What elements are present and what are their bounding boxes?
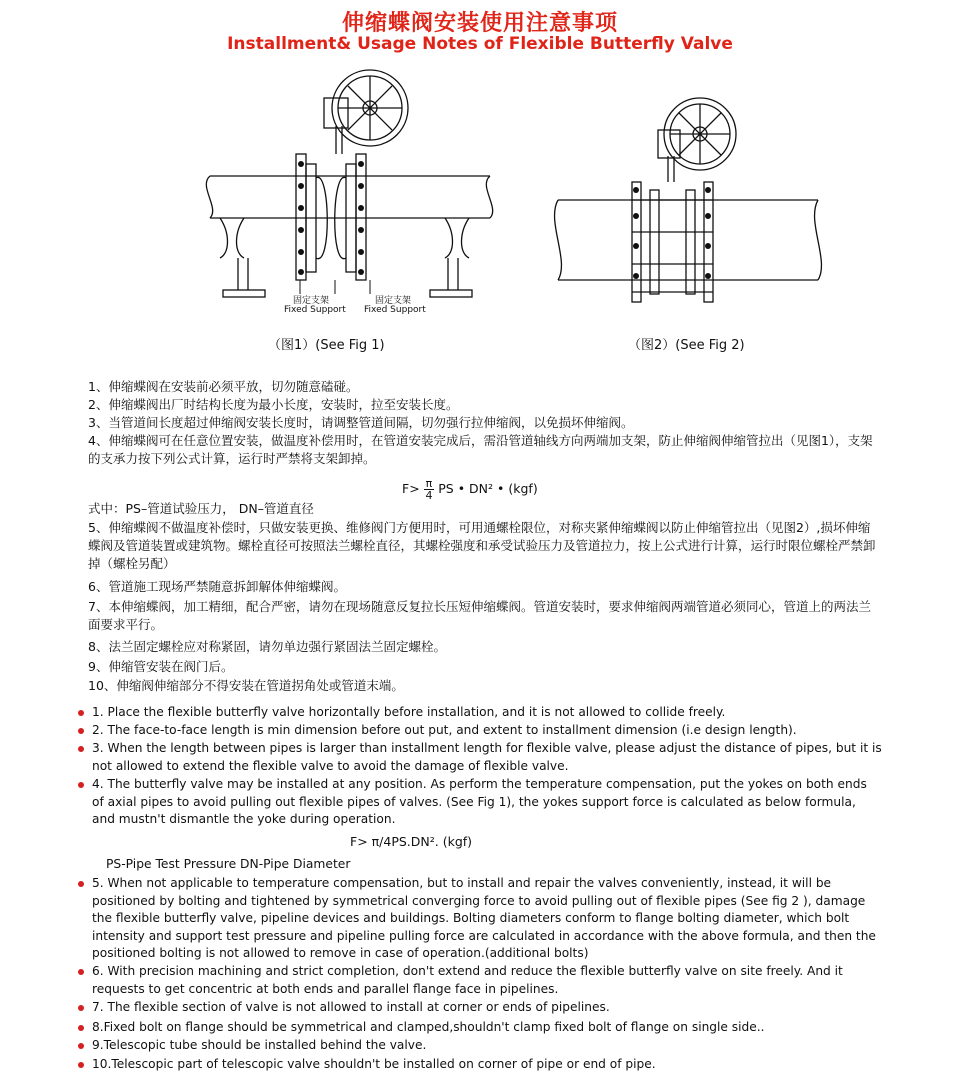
note-cn-1: 1、伸缩蝶阀在安装前必须平放，切勿随意磕碰。 [88, 379, 359, 394]
note-en-9: 9.Telescopic tube should be installed behind the valve. [92, 1037, 882, 1055]
formula-en: F> π/4PS.DN². (kgf) [350, 834, 473, 849]
bullet-icon [78, 782, 84, 788]
note-en-7: 7. The flexible section of valve is not allowed to install at corner or ends of pipelines. [92, 999, 882, 1017]
note-en-4: 4. The butterfly valve may be installed at any position. As perform the temperature compensation, put the yokes on both ends of axial pipes to avoid pulling out flexible pipes of valves. (See Fig 1), the yokes support force is calculated as below formula, and mustn't dismantle the yoke during operation. [92, 776, 882, 829]
page-title-en: Installment& Usage Notes of Flexible Butterfly Valve [227, 34, 733, 54]
note-cn-8: 8、法兰固定螺栓应对称紧固，请勿单边强行紧固法兰固定螺栓。 [88, 639, 446, 654]
note-en-5: 5. When not applicable to temperature compensation, but to install and repair the valves conveniently, instead, it will be positioned by bolting and tightened by symmetrical converging force to avoid pulling out of flexible pipes (See fig 2 ), damage the flexible butterfly valve, pipeline devices and buildings. Bolting diameters conform to flange bolting diameter, which bolt intensity and support test pressure and pipeline pulling force are calculated in accordance with the above formula, and then the positioned bolting is not allowed to remove in case of operation.(additional bolts) [92, 875, 882, 963]
bullet-icon [78, 1043, 84, 1049]
fig1-support-en-1: Fixed Support [284, 305, 346, 315]
fig2-caption: （图2）(See Fig 2) [628, 338, 745, 353]
note-cn-6: 6、管道施工现场严禁随意拆卸解体伸缩蝶阀。 [88, 579, 346, 594]
note-cn-2: 2、伸缩蝶阀出厂时结构长度为最小长度，安装时，拉至安装长度。 [88, 397, 459, 412]
bullet-icon [78, 1025, 84, 1031]
note-cn-7: 7、本伸缩蝶阀，加工精细，配合严密，请勿在现场随意反复拉长压短伸缩蝶阀。管道安装时，要求伸缩阀两端管道必须同心，管道上的两法兰面要求平行。 [88, 599, 871, 632]
fig1-support-cn-2: 固定支架 [375, 296, 412, 306]
note-cn-5: 5、伸缩蝶阀不做温度补偿时，只做安装更换、维修阀门方便用时，可用通螺栓限位，对称夹紧伸缩蝶阀以防止伸缩管拉出（见图2）,损坏伸缩蝶阀及管道装置或建筑物。螺栓直径可按照法兰螺栓直径，其螺栓强度和承受试验压力及管道拉力，按上公式进行计算，运行时限位螺栓严禁卸掉（螺栓另配） [88, 520, 876, 571]
note-en-3: 3. When the length between pipes is larger than installment length for flexible valve, please adjust the distance of pipes, but it is not allowed to extend the flexible valve to avoid the damage of flexible valve. [92, 740, 882, 775]
note-en-8: 8.Fixed bolt on flange should be symmetrical and clamped,shouldn't clamp fixed bolt of flange on single side.. [92, 1019, 882, 1037]
note-cn-3: 3、当管道间长度超过伸缩阀安装长度时，请调整管道间隔，切勿强行拉伸缩阀，以免损坏伸缩阀。 [88, 415, 634, 430]
bullet-icon [78, 881, 84, 887]
note-en-2: 2. The face-to-face length is min dimension before out put, and extent to installment dimension (i.e design length). [92, 722, 882, 740]
fig1-support-en-2: Fixed Support [364, 305, 426, 315]
note-en-6: 6. With precision machining and strict completion, don't extend and reduce the flexible butterfly valve on site freely. And it requests to get concentric at both ends and parallel flange face in pipelines. [92, 963, 882, 998]
note-en-1: 1. Place the flexible butterfly valve horizontally before installation, and it is not allowed to collide freely. [92, 704, 882, 722]
bullet-icon [78, 1062, 84, 1068]
bullet-icon [78, 728, 84, 734]
note-cn-4: 4、伸缩蝶阀可在任意位置安装，做温度补偿用时，在管道安装完成后，需沿管道轴线方向两端加支架，防止伸缩阀伸缩管拉出（见图1），支架的支承力按下列公式计算，运行时严禁将支架卸掉。 [88, 433, 873, 466]
fig1-caption: （图1）(See Fig 1) [268, 338, 385, 353]
note-cn-10: 10、伸缩阀伸缩部分不得安装在管道拐角处或管道末端。 [88, 678, 404, 693]
bullet-icon [78, 969, 84, 975]
note-cn-9: 9、伸缩管安装在阀门后。 [88, 659, 234, 674]
figure-1-diagram [190, 68, 520, 328]
note-en-10: 10.Telescopic part of telescopic valve shouldn't be installed on corner of pipe or end of pipe. [92, 1056, 882, 1074]
page-title-cn: 伸缩蝶阀安装使用注意事项 [341, 11, 618, 36]
bullet-icon [78, 1005, 84, 1011]
bullet-icon [78, 710, 84, 716]
bullet-icon [78, 746, 84, 752]
formula-cn-legend: 式中：PS–管道试验压力， DN–管道直径 [88, 501, 314, 516]
formula-cn: F> $\frac{\pi}{4}$ PS • DN² • (kgf) [402, 477, 538, 502]
fig1-support-cn-1: 固定支架 [293, 296, 330, 306]
formula-en-legend: PS-Pipe Test Pressure DN-Pipe Diameter [106, 857, 351, 871]
figure-2-diagram [548, 96, 838, 316]
